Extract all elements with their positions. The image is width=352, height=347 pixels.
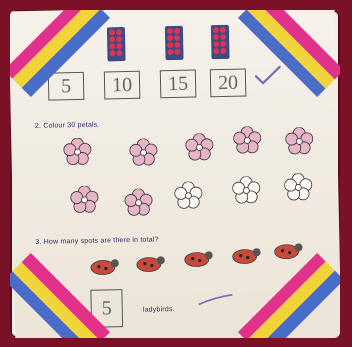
ten-frame <box>165 26 184 60</box>
ten-frame <box>211 25 230 59</box>
question-3: 3. How many spots are there in total? <box>35 236 159 246</box>
ladybird-icon <box>90 255 120 276</box>
flower-icon <box>232 176 261 205</box>
question-2: 2. Colour 30 petals. <box>34 121 100 130</box>
tick-icon <box>254 64 283 92</box>
flower-icon <box>285 127 314 156</box>
worksheet-photo <box>10 10 340 338</box>
flower-icon <box>63 138 92 167</box>
answer-box: 5 <box>90 289 123 328</box>
flower-icon <box>174 181 203 210</box>
tick-icon <box>196 293 234 313</box>
flower-icon <box>129 138 158 167</box>
flower-icon <box>124 188 153 217</box>
answer-label: ladybirds. <box>142 306 175 314</box>
count-box: 10 <box>104 71 141 100</box>
flower-icon <box>185 133 214 162</box>
ladybird-icon <box>231 244 261 265</box>
count-box: 5 <box>48 72 85 101</box>
flower-icon <box>284 173 313 202</box>
ladybird-icon <box>184 247 214 268</box>
count-box: 20 <box>210 68 247 97</box>
ladybird-icon <box>136 252 166 273</box>
ladybird-icon <box>273 239 303 260</box>
flower-icon <box>233 126 262 155</box>
flower-icon <box>70 186 99 215</box>
count-box: 15 <box>160 70 197 99</box>
ten-frame <box>107 27 126 61</box>
